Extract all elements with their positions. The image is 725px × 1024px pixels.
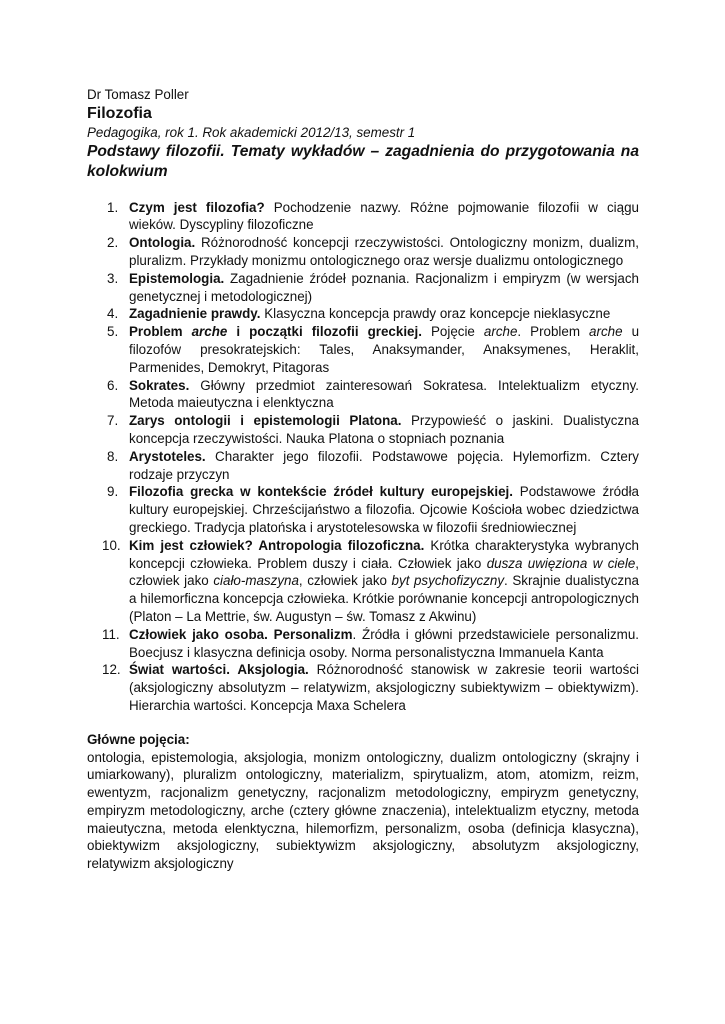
list-item-number: 11. (102, 626, 120, 642)
list-item-text: . Źródła i główni przedstawiciele personalizmu. Boecjusz i klasyczna definicja osoby. Norma personalistyczna Immanuela Kanta (129, 626, 639, 660)
list-item (87, 626, 639, 662)
list-item-emphasis: i początki filozofii greckiej. (227, 324, 422, 340)
list-item-text: Krótka charakterystyka wybranych koncepcji człowieka. Problem duszy i ciała. Człowiek jako (129, 537, 639, 571)
list-item-emphasis: Zagadnienie prawdy. (129, 306, 261, 322)
list-item-emphasis: Problem (129, 324, 192, 340)
list-item-emphasis: Kim jest człowiek? Antropologia filozoficzna. (129, 537, 425, 553)
list-item-emphasis: ciało-maszyna (213, 573, 299, 589)
list-item-number: 6. (107, 377, 119, 393)
list-item-emphasis: dusza uwięziona w ciele (486, 555, 636, 571)
list-item-emphasis: Sokrates. (129, 377, 190, 393)
concepts-text: ontologia, epistemologia, aksjologia, monizm ontologiczny, dualizm ontologiczny (skrajny i umiarkowany), pluralizm ontologiczny, materializm, spirytualizm, atom, atomizm, reizm, ewentyzm, racjonalizm genetyczny, racjonalizm metodologiczny, empiryzm genetyczny, empiryzm metodologiczny, arche (cztery główne znaczenia), intelektualizm etyczny, metoda maieutyczna, metoda elenktyczna, hilemorfizm, personalizm, osoba (definicja klasyczna), obiektywizm aksjologiczny, subiektywizm aksjologiczny, absolutyzm aksjologiczny, relatywizm aksjologiczny (87, 749, 639, 872)
list-item-emphasis: Świat wartości. Aksjologia. (129, 662, 309, 678)
list-item-text: Klasyczna koncepcja prawdy oraz koncepcje nieklasyczne (260, 306, 611, 322)
list-item-emphasis: byt psychofizyczny (391, 573, 505, 589)
list-item-text: u filozofów presokratejskich: Tales, Anaksymander, Anaksymenes, Heraklit, Parmenides, Demokryt, Pitagoras (129, 324, 640, 375)
list-item (87, 537, 639, 626)
list-item (87, 323, 639, 376)
list-item (87, 234, 639, 270)
list-item (87, 305, 639, 323)
list-item-number: 8. (107, 448, 119, 464)
list-item-text: Zagadnienie źródeł poznania. Racjonalizm i empiryzm (w wersjach genetycznej i metodologicznej) (129, 270, 639, 304)
list-item-emphasis: arche (589, 324, 623, 340)
list-item-text: Główny przedmiot zainteresowań Sokratesa. Intelektualizm etyczny. Metoda maieutyczna i elenktyczna (129, 377, 639, 411)
list-item-text: . Problem (517, 324, 590, 340)
list-item-text: Charakter jego filozofii. Podstawowe pojęcia. Hylemorfizm. Cztery rodzaje przyczyn (129, 448, 639, 482)
list-item-number: 1. (107, 199, 119, 215)
list-item (87, 448, 639, 484)
list-item-number: 9. (107, 484, 119, 500)
list-item-emphasis: Człowiek jako osoba. Personalizm (129, 626, 353, 642)
list-item-text: Przypowieść o jaskini. Dualistyczna koncepcja rzeczywistości. Nauka Platona o stopniach poznania (129, 413, 639, 446)
list-item-number: 4. (107, 306, 119, 322)
list-item (87, 199, 639, 235)
list-item-emphasis: Arystoteles. (129, 448, 206, 464)
list-item-emphasis: Czym jest filozofia? (129, 199, 265, 215)
list-item-number: 2. (107, 235, 119, 251)
list-item-emphasis: Zarys ontologii i epistemologii Platona. (129, 413, 402, 429)
list-item (87, 377, 639, 413)
list-item-emphasis: Ontologia. (129, 235, 196, 251)
list-item (87, 661, 639, 714)
list-item-number: 12. (102, 662, 121, 678)
list-item-text: Różnorodność koncepcji rzeczywistości. Ontologiczny monizm, dualizm, pluralizm. Przykłady monizmu ontologicznego oraz wersje dualizmu ontologicznego (129, 235, 639, 268)
concepts-heading: Główne pojęcia: (87, 731, 190, 747)
document-title: Podstawy filozofii. Tematy wykładów – zagadnienia do przygotowania na kolokwium (87, 142, 639, 181)
course-subtitle: Pedagogika, rok 1. Rok akademicki 2012/13, semestr 1 (87, 124, 416, 140)
course-title: Filozofia (87, 104, 152, 122)
list-item-text: , człowiek jako (298, 573, 392, 589)
list-item-emphasis: arche (483, 324, 518, 340)
list-item-emphasis: Filozofia grecka w kontekście źródeł kultury europejskiej. (129, 484, 513, 500)
list-item-text: , człowiek jako (129, 555, 639, 589)
list-item-text: Pojęcie (421, 324, 484, 340)
list-item-emphasis: arche (191, 324, 228, 340)
list-item-number: 5. (107, 324, 119, 340)
list-item (87, 412, 639, 448)
list-item-text: Różnorodność stanowisk w zakresie teorii wartości (aksjologiczny absolutyzm – relatywizm, aksjologiczny subiektywizm – obiektywizm). Hierarchia wartości. Koncepcja Maxa Schelera (129, 662, 639, 713)
list-item-number: 7. (107, 413, 119, 429)
author-name: Dr Tomasz Poller (87, 87, 189, 102)
lecture-topics-list (87, 199, 639, 715)
list-item-text: Podstawowe źródła kultury europejskiej. Chrześcijaństwo a filozofia. Ojcowie Kościoła wobec dziedzictwa greckiego. Tradycja platońska i arystotelesowska w filozofii średniowiecznej (129, 484, 639, 535)
list-item-text: Pochodzenie nazwy. Różne pojmowanie filozofii w ciągu wieków. Dyscypliny filozoficzne (129, 199, 639, 233)
list-item-number: 3. (107, 270, 119, 286)
list-item-number: 10. (102, 537, 121, 553)
document-page (87, 86, 639, 873)
list-item-text: . Skrajnie dualistyczna a hilemorficzna koncepcja człowieka. Krótkie porównanie koncepcji antropologicznych (Platon – La Mettrie, św. Augustyn – św. Tomasz z Akwinu) (129, 573, 639, 624)
list-item-emphasis: Epistemologia. (129, 270, 225, 286)
list-item (87, 270, 639, 306)
list-item (87, 483, 639, 536)
